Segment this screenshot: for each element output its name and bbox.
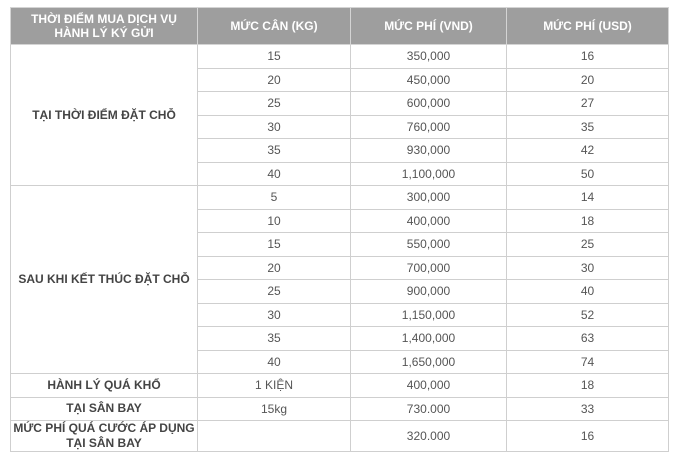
fee-usd-cell: 33 [507, 397, 669, 421]
weight-cell: 15 [198, 45, 351, 69]
weight-cell [198, 421, 351, 452]
fee-vnd-cell: 1,150,000 [351, 303, 507, 327]
fee-usd-cell: 63 [507, 327, 669, 351]
weight-cell: 40 [198, 350, 351, 374]
table-row [11, 421, 669, 452]
row-label: HÀNH LÝ QUÁ KHỔ [11, 374, 198, 398]
weight-cell: 15 [198, 233, 351, 257]
fee-usd-cell: 25 [507, 233, 669, 257]
fee-vnd-cell: 320.000 [351, 421, 507, 452]
fee-vnd-cell: 730.000 [351, 397, 507, 421]
fee-usd-cell: 16 [507, 45, 669, 69]
fee-vnd-cell: 1,100,000 [351, 162, 507, 186]
fee-vnd-cell: 400,000 [351, 374, 507, 398]
fee-vnd-cell: 600,000 [351, 92, 507, 116]
fee-vnd-cell: 400,000 [351, 209, 507, 233]
table-row [11, 186, 669, 210]
weight-cell: 1 KIỆN [198, 374, 351, 398]
fee-vnd-cell: 900,000 [351, 280, 507, 304]
table-row [11, 374, 669, 398]
fee-vnd-cell: 930,000 [351, 139, 507, 163]
weight-cell: 30 [198, 303, 351, 327]
fee-usd-cell: 40 [507, 280, 669, 304]
fee-usd-cell: 18 [507, 374, 669, 398]
fee-usd-cell: 20 [507, 68, 669, 92]
fee-usd-cell: 30 [507, 256, 669, 280]
table-row [11, 397, 669, 421]
fee-usd-cell: 27 [507, 92, 669, 116]
table-row [11, 45, 669, 69]
weight-cell: 10 [198, 209, 351, 233]
weight-cell: 20 [198, 256, 351, 280]
fee-usd-cell: 14 [507, 186, 669, 210]
row-label: TẠI SÂN BAY [11, 397, 198, 421]
weight-cell: 25 [198, 92, 351, 116]
fee-vnd-cell: 760,000 [351, 115, 507, 139]
fee-usd-cell: 50 [507, 162, 669, 186]
weight-cell: 35 [198, 327, 351, 351]
weight-cell: 5 [198, 186, 351, 210]
group-label: TẠI THỜI ĐIỂM ĐẶT CHỖ [11, 45, 198, 186]
header-period: THỜI ĐIỂM MUA DỊCH VỤ HÀNH LÝ KÝ GỬI [11, 8, 198, 45]
weight-cell: 25 [198, 280, 351, 304]
weight-cell: 15kg [198, 397, 351, 421]
baggage-fee-table [10, 7, 669, 452]
header-fee-usd: MỨC PHÍ (USD) [507, 8, 669, 45]
fee-vnd-cell: 700,000 [351, 256, 507, 280]
fee-usd-cell: 42 [507, 139, 669, 163]
fee-vnd-cell: 550,000 [351, 233, 507, 257]
group-label: SAU KHI KẾT THÚC ĐẶT CHỖ [11, 186, 198, 374]
fee-usd-cell: 16 [507, 421, 669, 452]
fee-vnd-cell: 1,400,000 [351, 327, 507, 351]
fee-usd-cell: 35 [507, 115, 669, 139]
fee-vnd-cell: 450,000 [351, 68, 507, 92]
header-weight: MỨC CÂN (KG) [198, 8, 351, 45]
weight-cell: 20 [198, 68, 351, 92]
fee-usd-cell: 52 [507, 303, 669, 327]
fee-vnd-cell: 1,650,000 [351, 350, 507, 374]
header-row [11, 8, 669, 45]
fee-usd-cell: 18 [507, 209, 669, 233]
fee-vnd-cell: 300,000 [351, 186, 507, 210]
fee-usd-cell: 74 [507, 350, 669, 374]
table-body [11, 45, 669, 452]
weight-cell: 35 [198, 139, 351, 163]
header-fee-vnd: MỨC PHÍ (VND) [351, 8, 507, 45]
weight-cell: 30 [198, 115, 351, 139]
row-label: MỨC PHÍ QUÁ CƯỚC ÁP DỤNG TẠI SÂN BAY [11, 421, 198, 452]
weight-cell: 40 [198, 162, 351, 186]
fee-vnd-cell: 350,000 [351, 45, 507, 69]
